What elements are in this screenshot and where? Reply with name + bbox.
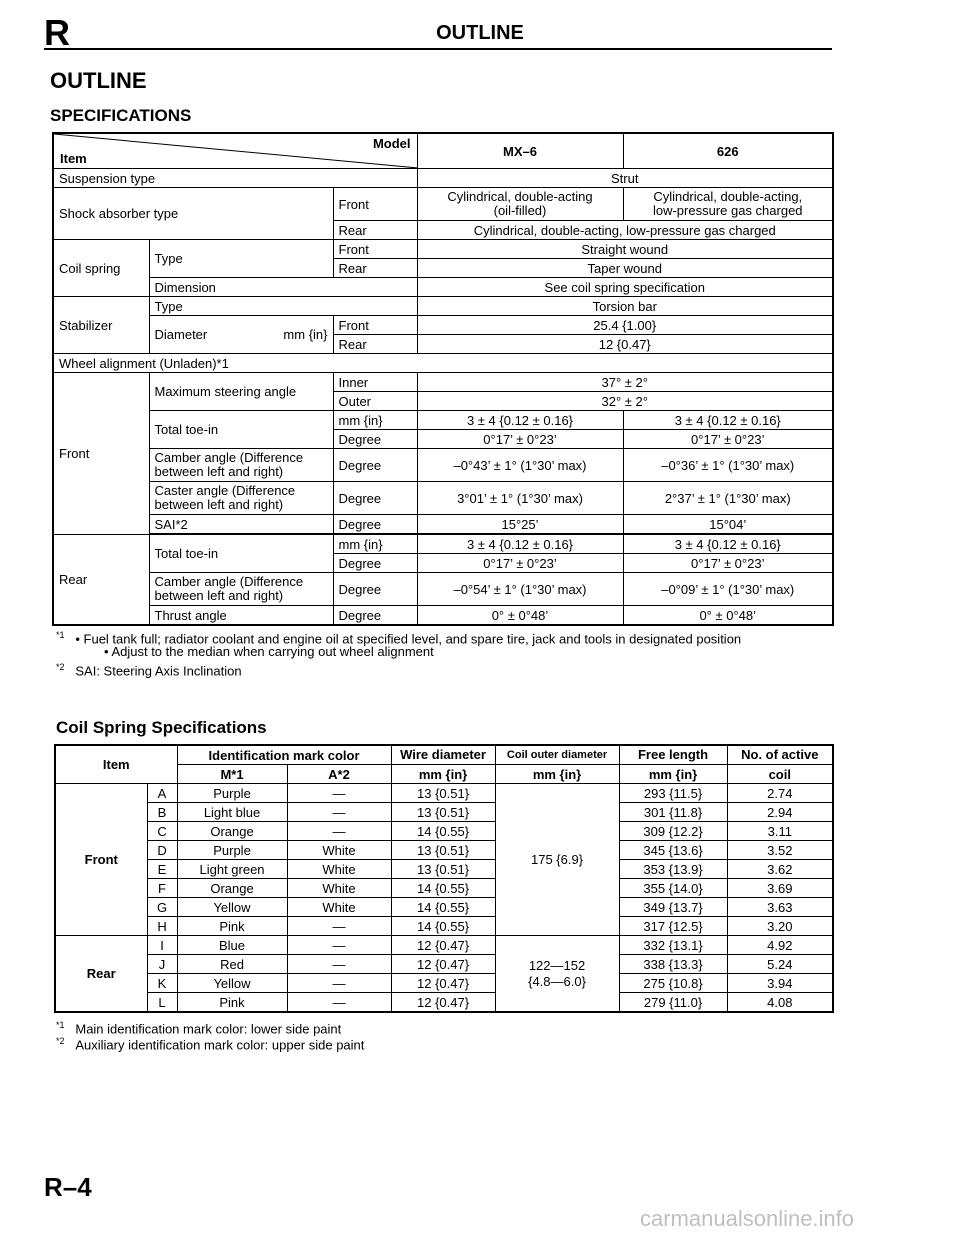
thrust-angle-mx6: 0° ± 0°48’ bbox=[417, 606, 623, 626]
coil-spring-label: Coil spring bbox=[53, 240, 149, 297]
coil-type-rear-label: Rear bbox=[333, 259, 417, 278]
coil-free-length: 293 {11.5} bbox=[619, 784, 727, 803]
caster-unit: Degree bbox=[333, 482, 417, 515]
coil-dimension-value: See coil spring specification bbox=[417, 278, 833, 297]
coil-id: F bbox=[147, 879, 177, 898]
spec-footnote-1-line2: • Adjust to the median when carrying out wheel alignment bbox=[104, 644, 434, 659]
coil-active-count: 4.92 bbox=[727, 936, 833, 955]
table-row bbox=[55, 955, 833, 974]
shock-front-mx6: Cylindrical, double-acting (oil-filled) bbox=[417, 188, 623, 221]
coil-group-rear: Rear bbox=[55, 936, 147, 1013]
spec-footnote-1: $^{*1}$ • Fuel tank full; radiator coolant and engine oil at specified level, and spare tire, jack and tools in designated position bbox=[56, 630, 742, 647]
stabilizer-rear-value: 12 {0.47} bbox=[417, 335, 833, 354]
rear-toe-in-label: Total toe-in bbox=[149, 535, 333, 573]
suspension-type-value: Strut bbox=[417, 169, 833, 188]
coil-id: B bbox=[147, 803, 177, 822]
coil-id: H bbox=[147, 917, 177, 936]
table-row bbox=[55, 898, 833, 917]
coil-aux-color: White bbox=[287, 898, 391, 917]
coil-free-length: 338 {13.3} bbox=[619, 955, 727, 974]
column-header-mx6: MX–6 bbox=[417, 133, 623, 169]
coil-wire-diameter: 12 {0.47} bbox=[391, 993, 495, 1013]
specifications-heading: SPECIFICATIONS bbox=[50, 106, 192, 125]
coil-aux-color: — bbox=[287, 784, 391, 803]
header-rule bbox=[44, 48, 832, 50]
rear-camber-label: Camber angle (Difference between left and right) bbox=[149, 573, 333, 606]
coil-header-m: M*1 bbox=[177, 765, 287, 784]
coil-wire-diameter: 13 {0.51} bbox=[391, 860, 495, 879]
rear-toe-unit-degree: Degree bbox=[333, 554, 417, 573]
suspension-type-label: Suspension type bbox=[53, 169, 417, 188]
shock-front-label: Front bbox=[333, 188, 417, 221]
steering-inner-value: 37° ± 2° bbox=[417, 373, 833, 392]
coil-free-length: 279 {11.0} bbox=[619, 993, 727, 1013]
max-steering-angle-label: Maximum steering angle bbox=[149, 373, 333, 411]
coil-aux-color: — bbox=[287, 803, 391, 822]
coil-header-free-unit: mm {in} bbox=[619, 765, 727, 784]
table-row bbox=[55, 917, 833, 936]
rear-camber-626: –0°09’ ± 1° (1°30’ max) bbox=[623, 573, 833, 606]
specifications-table bbox=[52, 132, 834, 626]
thrust-angle-label: Thrust angle bbox=[149, 606, 333, 626]
coil-group-front: Front bbox=[55, 784, 147, 936]
coil-wire-diameter: 14 {0.55} bbox=[391, 898, 495, 917]
coil-aux-color: White bbox=[287, 879, 391, 898]
sai-label: SAI*2 bbox=[149, 515, 333, 534]
front-camber-mx6: –0°43’ ± 1° (1°30’ max) bbox=[417, 449, 623, 482]
wheel-alignment-label: Wheel alignment (Unladen)*1 bbox=[53, 354, 833, 373]
coil-type-front-value: Straight wound bbox=[417, 240, 833, 259]
coil-dimension-label: Dimension bbox=[149, 278, 417, 297]
coil-id: G bbox=[147, 898, 177, 917]
coil-table-body bbox=[55, 784, 833, 1013]
shock-rear-value: Cylindrical, double-acting, low-pressure gas charged bbox=[417, 221, 833, 240]
coil-header-outer-unit: mm {in} bbox=[495, 765, 619, 784]
coil-footnote-1: $^{*1}$ Main identification mark color: lower side paint bbox=[56, 1020, 342, 1037]
coil-front-outer-diameter: 175 {6.9} bbox=[495, 784, 619, 936]
coil-wire-diameter: 12 {0.47} bbox=[391, 974, 495, 993]
steering-outer-label: Outer bbox=[333, 392, 417, 411]
coil-active-count: 3.63 bbox=[727, 898, 833, 917]
coil-aux-color: — bbox=[287, 822, 391, 841]
coil-free-length: 301 {11.8} bbox=[619, 803, 727, 822]
coil-header-outer-diameter: Coil outer diameter bbox=[495, 745, 619, 765]
coil-spring-table bbox=[54, 744, 834, 1013]
coil-header-wire-diameter: Wire diameter bbox=[391, 745, 495, 765]
table-row bbox=[55, 974, 833, 993]
coil-free-length: 275 {10.8} bbox=[619, 974, 727, 993]
table-row bbox=[55, 822, 833, 841]
coil-id: E bbox=[147, 860, 177, 879]
coil-wire-diameter: 14 {0.55} bbox=[391, 822, 495, 841]
alignment-rear-label: Rear bbox=[53, 535, 149, 626]
rear-toe-unit-mm: mm {in} bbox=[333, 535, 417, 554]
rear-toe-mm-mx6: 3 ± 4 {0.12 ± 0.16} bbox=[417, 535, 623, 554]
coil-aux-color: White bbox=[287, 860, 391, 879]
coil-main-color: Red bbox=[177, 955, 287, 974]
front-toe-deg-626: 0°17’ ± 0°23’ bbox=[623, 430, 833, 449]
coil-active-count: 3.11 bbox=[727, 822, 833, 841]
stabilizer-type-label: Type bbox=[149, 297, 417, 316]
coil-wire-diameter: 12 {0.47} bbox=[391, 936, 495, 955]
front-camber-unit: Degree bbox=[333, 449, 417, 482]
coil-main-color: Pink bbox=[177, 917, 287, 936]
steering-inner-label: Inner bbox=[333, 373, 417, 392]
coil-type-front-label: Front bbox=[333, 240, 417, 259]
coil-type-label: Type bbox=[149, 240, 333, 278]
spec-footnote-2: $^{*2}$ SAI: Steering Axis Inclination bbox=[56, 662, 242, 679]
coil-active-count: 3.69 bbox=[727, 879, 833, 898]
front-toe-in-label: Total toe-in bbox=[149, 411, 333, 449]
coil-free-length: 353 {13.9} bbox=[619, 860, 727, 879]
coil-header-free-length: Free length bbox=[619, 745, 727, 765]
table-row bbox=[55, 841, 833, 860]
shock-rear-label: Rear bbox=[333, 221, 417, 240]
coil-header-a: A*2 bbox=[287, 765, 391, 784]
coil-active-count: 3.62 bbox=[727, 860, 833, 879]
coil-id: A bbox=[147, 784, 177, 803]
table-row bbox=[55, 784, 833, 803]
coil-wire-diameter: 14 {0.55} bbox=[391, 917, 495, 936]
front-toe-mm-mx6: 3 ± 4 {0.12 ± 0.16} bbox=[417, 411, 623, 430]
coil-wire-diameter: 14 {0.55} bbox=[391, 879, 495, 898]
coil-header-active-coil-l2: coil bbox=[727, 765, 833, 784]
corner-diagonal bbox=[54, 134, 417, 168]
front-toe-unit-degree: Degree bbox=[333, 430, 417, 449]
coil-main-color: Yellow bbox=[177, 898, 287, 917]
coil-wire-diameter: 13 {0.51} bbox=[391, 803, 495, 822]
caster-626: 2°37’ ± 1° (1°30’ max) bbox=[623, 482, 833, 515]
coil-spring-spec-heading: Coil Spring Specifications bbox=[56, 718, 267, 737]
table-row bbox=[55, 936, 833, 955]
section-letter: R bbox=[44, 12, 70, 53]
coil-aux-color: — bbox=[287, 993, 391, 1013]
coil-free-length: 349 {13.7} bbox=[619, 898, 727, 917]
coil-active-count: 2.74 bbox=[727, 784, 833, 803]
stabilizer-rear-label: Rear bbox=[333, 335, 417, 354]
front-toe-mm-626: 3 ± 4 {0.12 ± 0.16} bbox=[623, 411, 833, 430]
corner-model-label: Model bbox=[372, 136, 411, 151]
coil-free-length: 317 {12.5} bbox=[619, 917, 727, 936]
coil-footnote-2: $^{*2}$ Auxiliary identification mark color: upper side paint bbox=[56, 1036, 365, 1053]
header-title: OUTLINE bbox=[436, 22, 524, 44]
caster-label: Caster angle (Difference between left and right) bbox=[149, 482, 333, 515]
front-toe-deg-mx6: 0°17’ ± 0°23’ bbox=[417, 430, 623, 449]
coil-main-color: Purple bbox=[177, 841, 287, 860]
coil-id: I bbox=[147, 936, 177, 955]
thrust-angle-unit: Degree bbox=[333, 606, 417, 626]
coil-free-length: 345 {13.6} bbox=[619, 841, 727, 860]
table-corner-cell bbox=[53, 133, 417, 169]
stabilizer-type-value: Torsion bar bbox=[417, 297, 833, 316]
caster-mx6: 3°01’ ± 1° (1°30’ max) bbox=[417, 482, 623, 515]
coil-wire-diameter: 13 {0.51} bbox=[391, 784, 495, 803]
coil-aux-color: — bbox=[287, 917, 391, 936]
coil-active-count: 3.52 bbox=[727, 841, 833, 860]
coil-header-wire-unit: mm {in} bbox=[391, 765, 495, 784]
coil-main-color: Pink bbox=[177, 993, 287, 1013]
coil-main-color: Light green bbox=[177, 860, 287, 879]
front-camber-label: Camber angle (Difference between left and right) bbox=[149, 449, 333, 482]
sai-626: 15°04’ bbox=[623, 515, 833, 534]
rear-toe-deg-626: 0°17’ ± 0°23’ bbox=[623, 554, 833, 573]
stabilizer-label: Stabilizer bbox=[53, 297, 149, 354]
coil-id: L bbox=[147, 993, 177, 1013]
table-row bbox=[55, 879, 833, 898]
table-row bbox=[55, 803, 833, 822]
coil-active-count: 2.94 bbox=[727, 803, 833, 822]
coil-rear-outer-diameter: 122—152 {4.8—6.0} bbox=[495, 936, 619, 1013]
stabilizer-front-value: 25.4 {1.00} bbox=[417, 316, 833, 335]
coil-main-color: Light blue bbox=[177, 803, 287, 822]
corner-item-label: Item bbox=[60, 151, 87, 166]
coil-active-count: 3.94 bbox=[727, 974, 833, 993]
page-number: R–4 bbox=[44, 1172, 92, 1202]
table-row bbox=[55, 993, 833, 1013]
coil-wire-diameter: 13 {0.51} bbox=[391, 841, 495, 860]
coil-main-color: Orange bbox=[177, 879, 287, 898]
sai-mx6: 15°25’ bbox=[417, 515, 623, 534]
thrust-angle-626: 0° ± 0°48’ bbox=[623, 606, 833, 626]
coil-main-color: Purple bbox=[177, 784, 287, 803]
coil-aux-color: — bbox=[287, 936, 391, 955]
coil-id: D bbox=[147, 841, 177, 860]
sai-unit: Degree bbox=[333, 515, 417, 534]
coil-header-id-mark: Identification mark color bbox=[177, 745, 391, 765]
rear-camber-mx6: –0°54’ ± 1° (1°30’ max) bbox=[417, 573, 623, 606]
coil-main-color: Blue bbox=[177, 936, 287, 955]
coil-active-count: 3.20 bbox=[727, 917, 833, 936]
coil-main-color: Yellow bbox=[177, 974, 287, 993]
front-toe-unit-mm: mm {in} bbox=[333, 411, 417, 430]
shock-absorber-label: Shock absorber type bbox=[53, 188, 333, 240]
front-camber-626: –0°36’ ± 1° (1°30’ max) bbox=[623, 449, 833, 482]
coil-header-item: Item bbox=[55, 745, 177, 784]
rear-toe-deg-mx6: 0°17’ ± 0°23’ bbox=[417, 554, 623, 573]
coil-free-length: 309 {12.2} bbox=[619, 822, 727, 841]
page-heading: OUTLINE bbox=[50, 68, 147, 93]
coil-id: C bbox=[147, 822, 177, 841]
rear-toe-mm-626: 3 ± 4 {0.12 ± 0.16} bbox=[623, 535, 833, 554]
stabilizer-front-label: Front bbox=[333, 316, 417, 335]
stabilizer-diameter-label: Diameter mm {in} bbox=[149, 316, 333, 354]
coil-free-length: 332 {13.1} bbox=[619, 936, 727, 955]
coil-active-count: 4.08 bbox=[727, 993, 833, 1013]
coil-wire-diameter: 12 {0.47} bbox=[391, 955, 495, 974]
watermark: carmanualsonline.info bbox=[640, 1206, 855, 1231]
steering-outer-value: 32° ± 2° bbox=[417, 392, 833, 411]
coil-id: K bbox=[147, 974, 177, 993]
coil-aux-color: White bbox=[287, 841, 391, 860]
coil-main-color: Orange bbox=[177, 822, 287, 841]
column-header-626: 626 bbox=[623, 133, 833, 169]
rear-camber-unit: Degree bbox=[333, 573, 417, 606]
coil-aux-color: — bbox=[287, 955, 391, 974]
alignment-front-label: Front bbox=[53, 373, 149, 535]
coil-header-active-coil: No. of active bbox=[727, 745, 833, 765]
coil-type-rear-value: Taper wound bbox=[417, 259, 833, 278]
table-row bbox=[55, 860, 833, 879]
coil-aux-color: — bbox=[287, 974, 391, 993]
shock-front-626: Cylindrical, double-acting, low-pressure gas charged bbox=[623, 188, 833, 221]
coil-id: J bbox=[147, 955, 177, 974]
coil-active-count: 5.24 bbox=[727, 955, 833, 974]
coil-free-length: 355 {14.0} bbox=[619, 879, 727, 898]
